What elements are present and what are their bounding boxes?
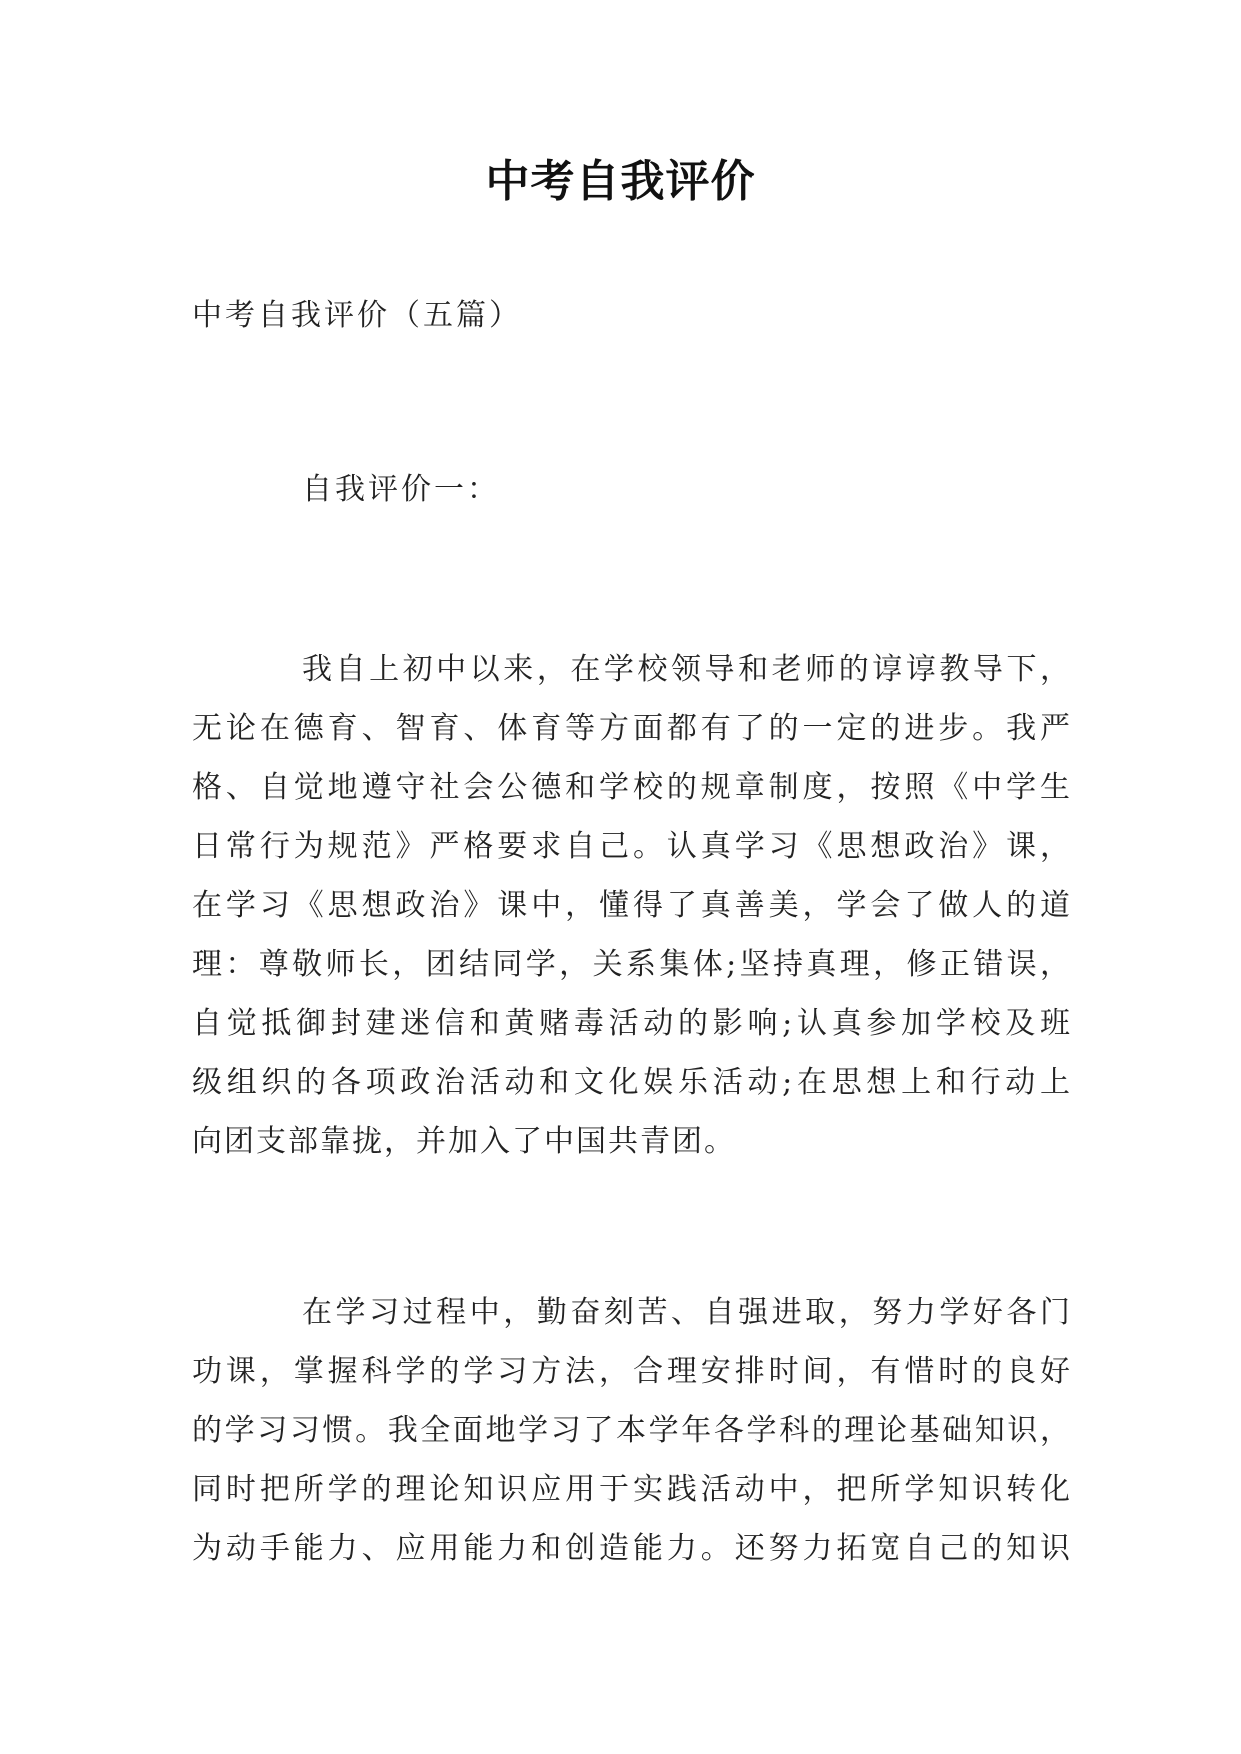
- paragraph-line: 我自上初中以来，在学校领导和老师的谆谆教导下，: [302, 652, 1072, 687]
- paragraph-line: 格、自觉地遵守社会公德和学校的规章制度，按照《中学生: [192, 770, 1072, 805]
- page-title: 中考自我评价: [485, 156, 756, 207]
- paragraph: [192, 1283, 1072, 1578]
- paragraph-line: 无论在德育、智育、体育等方面都有了的一定的进步。我严: [192, 711, 1072, 746]
- paragraph-line: 功课，掌握科学的学习方法，合理安排时间，有惜时的良好: [192, 1354, 1072, 1389]
- section-heading: 自我评价一：: [302, 472, 500, 507]
- document-subtitle: 中考自我评价（五篇）: [192, 298, 522, 333]
- paragraph-line: 理：尊敬师长，团结同学，关系集体;坚持真理，修正错误，: [192, 947, 1072, 982]
- paragraph: [192, 640, 1072, 1171]
- paragraph-line: 在学习过程中，勤奋刻苦、自强进取，努力学好各门: [302, 1295, 1072, 1330]
- paragraph-line: 的学习习惯。我全面地学习了本学年各学科的理论基础知识，: [192, 1413, 1072, 1448]
- paragraph-line: 向团支部靠拢，并加入了中国共青团。: [192, 1124, 736, 1159]
- paragraph-line: 在学习《思想政治》课中，懂得了真善美，学会了做人的道: [192, 888, 1072, 923]
- paragraph-line: 自觉抵御封建迷信和黄赌毒活动的影响;认真参加学校及班: [192, 1006, 1072, 1041]
- paragraph-line: 日常行为规范》严格要求自己。认真学习《思想政治》课，: [192, 829, 1072, 864]
- paragraph-line: 同时把所学的理论知识应用于实践活动中，把所学知识转化: [192, 1472, 1072, 1507]
- paragraph-line: 级组织的各项政治活动和文化娱乐活动;在思想上和行动上: [192, 1065, 1072, 1100]
- paragraph-line: 为动手能力、应用能力和创造能力。还努力拓宽自己的知识: [192, 1531, 1072, 1566]
